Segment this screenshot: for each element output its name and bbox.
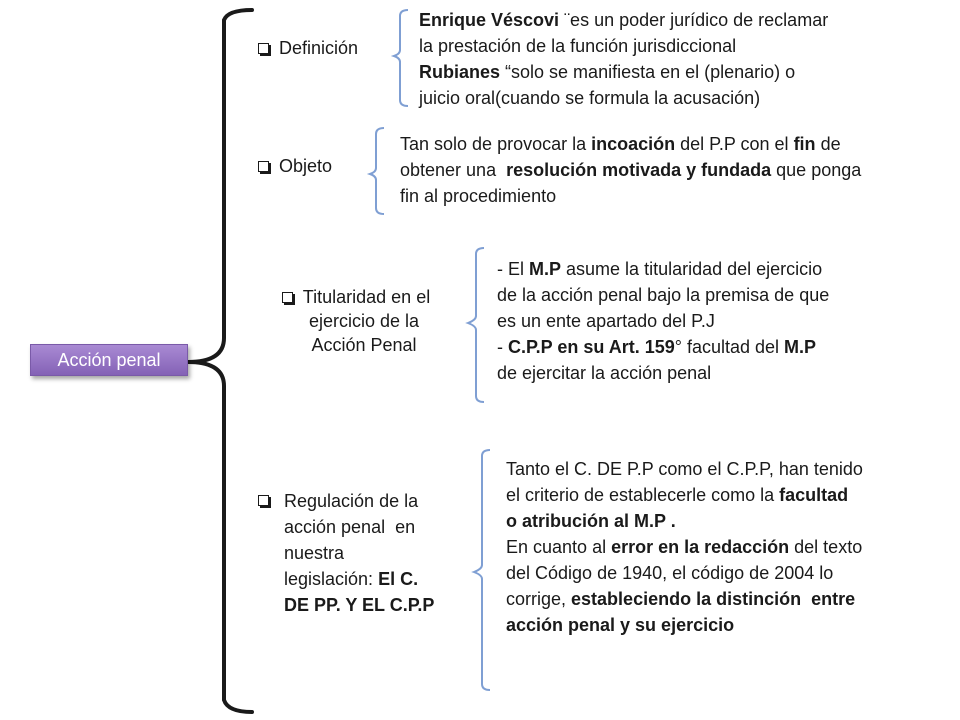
- text-line: [497, 360, 829, 386]
- text: de ejercitar la acción penal: [497, 363, 712, 383]
- topic-label: Objeto: [279, 156, 333, 176]
- text-line: [284, 488, 434, 514]
- checkbox-bullet-icon: [258, 43, 269, 54]
- desc-objeto: [400, 131, 861, 209]
- text: el criterio de establecerle como la: [506, 485, 780, 505]
- text-line: [506, 612, 863, 638]
- bold-text: fin: [793, 134, 816, 154]
- text: de: [815, 134, 841, 154]
- topic-regulacion: [258, 488, 434, 618]
- text-line: [497, 282, 829, 308]
- topic-line: Titularidad en el: [256, 285, 456, 309]
- text: nuestra: [284, 543, 345, 563]
- checkbox-bullet-icon: [258, 161, 269, 172]
- bracket-titularidad: [468, 248, 484, 402]
- text: asume la titularidad del ejercicio: [561, 259, 823, 279]
- text: acción penal en: [284, 517, 416, 537]
- topic-line: Acción Penal: [311, 335, 417, 355]
- checkbox-bullet-icon: [258, 495, 269, 506]
- main-brace: [188, 10, 252, 712]
- text: juicio oral(cuando se formula la acusación): [419, 88, 761, 108]
- bold-text: acción penal y su ejercicio: [506, 615, 735, 635]
- desc-regulacion: [506, 456, 863, 638]
- bold-text: o atribución al M.P .: [506, 511, 676, 531]
- text-line: [497, 256, 829, 282]
- text-line: [497, 308, 829, 334]
- topic-label: Definición: [279, 38, 359, 58]
- text-line: [419, 7, 828, 33]
- bold-text: DE PP. Y EL C.P.P: [284, 595, 435, 615]
- text-line: [419, 33, 828, 59]
- text: legislación:: [284, 569, 379, 589]
- text: del P.P con el: [675, 134, 794, 154]
- bold-text: error en la redacción: [611, 537, 790, 557]
- text-line: [419, 85, 828, 111]
- bold-text: M.P: [529, 259, 562, 279]
- bold-text: incoación: [591, 134, 676, 154]
- text: del texto: [789, 537, 863, 557]
- bold-text: M.P: [784, 337, 817, 357]
- bold-text: estableciendo la distinción entre: [571, 589, 856, 609]
- text: corrige,: [506, 589, 572, 609]
- bold-text: El C.: [378, 569, 419, 589]
- desc-definicion: [419, 7, 828, 111]
- text: Tanto el C. DE P.P como el C.P.P, han tenido: [506, 459, 863, 479]
- bold-text: facultad: [779, 485, 849, 505]
- text: del Código de 1940, el código de 2004 lo: [506, 563, 834, 583]
- root-node: [30, 344, 188, 376]
- topic-titularidad: [256, 285, 456, 357]
- bold-text: resolución motivada y fundada: [506, 160, 772, 180]
- text-line: [400, 183, 861, 209]
- root-label: Acción penal: [57, 349, 161, 370]
- bold-text: C.P.P en su Art. 159: [508, 337, 675, 357]
- bracket-definicion: [394, 10, 408, 106]
- text-line: [506, 482, 863, 508]
- checkbox-bullet-icon: [282, 292, 293, 303]
- text-line: [506, 456, 863, 482]
- bold-text: Rubianes: [419, 62, 501, 82]
- text: la prestación de la función jurisdiccional: [419, 36, 737, 56]
- text-line: [400, 131, 861, 157]
- text: obtener una: [400, 160, 507, 180]
- text-line: [284, 514, 434, 540]
- text: de la acción penal bajo la premisa de que: [497, 285, 830, 305]
- topic-definicion: [258, 36, 358, 60]
- text: “solo se manifiesta en el (plenario) o: [500, 62, 796, 82]
- text: que ponga: [771, 160, 862, 180]
- bracket-objeto: [370, 128, 384, 214]
- text: - El: [497, 259, 530, 279]
- text: es un ente apartado del P.J: [497, 311, 715, 331]
- text-line: [419, 59, 828, 85]
- text: En cuanto al: [506, 537, 612, 557]
- text-line: [506, 586, 863, 612]
- bold-text: Enrique Véscovi: [419, 10, 560, 30]
- text-line: [284, 592, 434, 618]
- text-line: [284, 566, 434, 592]
- text: fin al procedimiento: [400, 186, 557, 206]
- topic-lines: [284, 488, 434, 618]
- topic-objeto: [258, 154, 332, 178]
- text-line: [506, 508, 863, 534]
- bracket-regulacion: [474, 450, 490, 690]
- text-line: [497, 334, 829, 360]
- text-line: [506, 534, 863, 560]
- text: -: [497, 337, 508, 357]
- text: ° facultad del: [674, 337, 785, 357]
- desc-titularidad: [497, 256, 829, 386]
- text-line: [506, 560, 863, 586]
- topic-line: ejercicio de la: [308, 311, 420, 331]
- text-line: [284, 540, 434, 566]
- text: ¨es un poder jurídico de reclamar: [559, 10, 829, 30]
- text: Regulación de la: [284, 491, 419, 511]
- text-line: [400, 157, 861, 183]
- text: Tan solo de provocar la: [400, 134, 592, 154]
